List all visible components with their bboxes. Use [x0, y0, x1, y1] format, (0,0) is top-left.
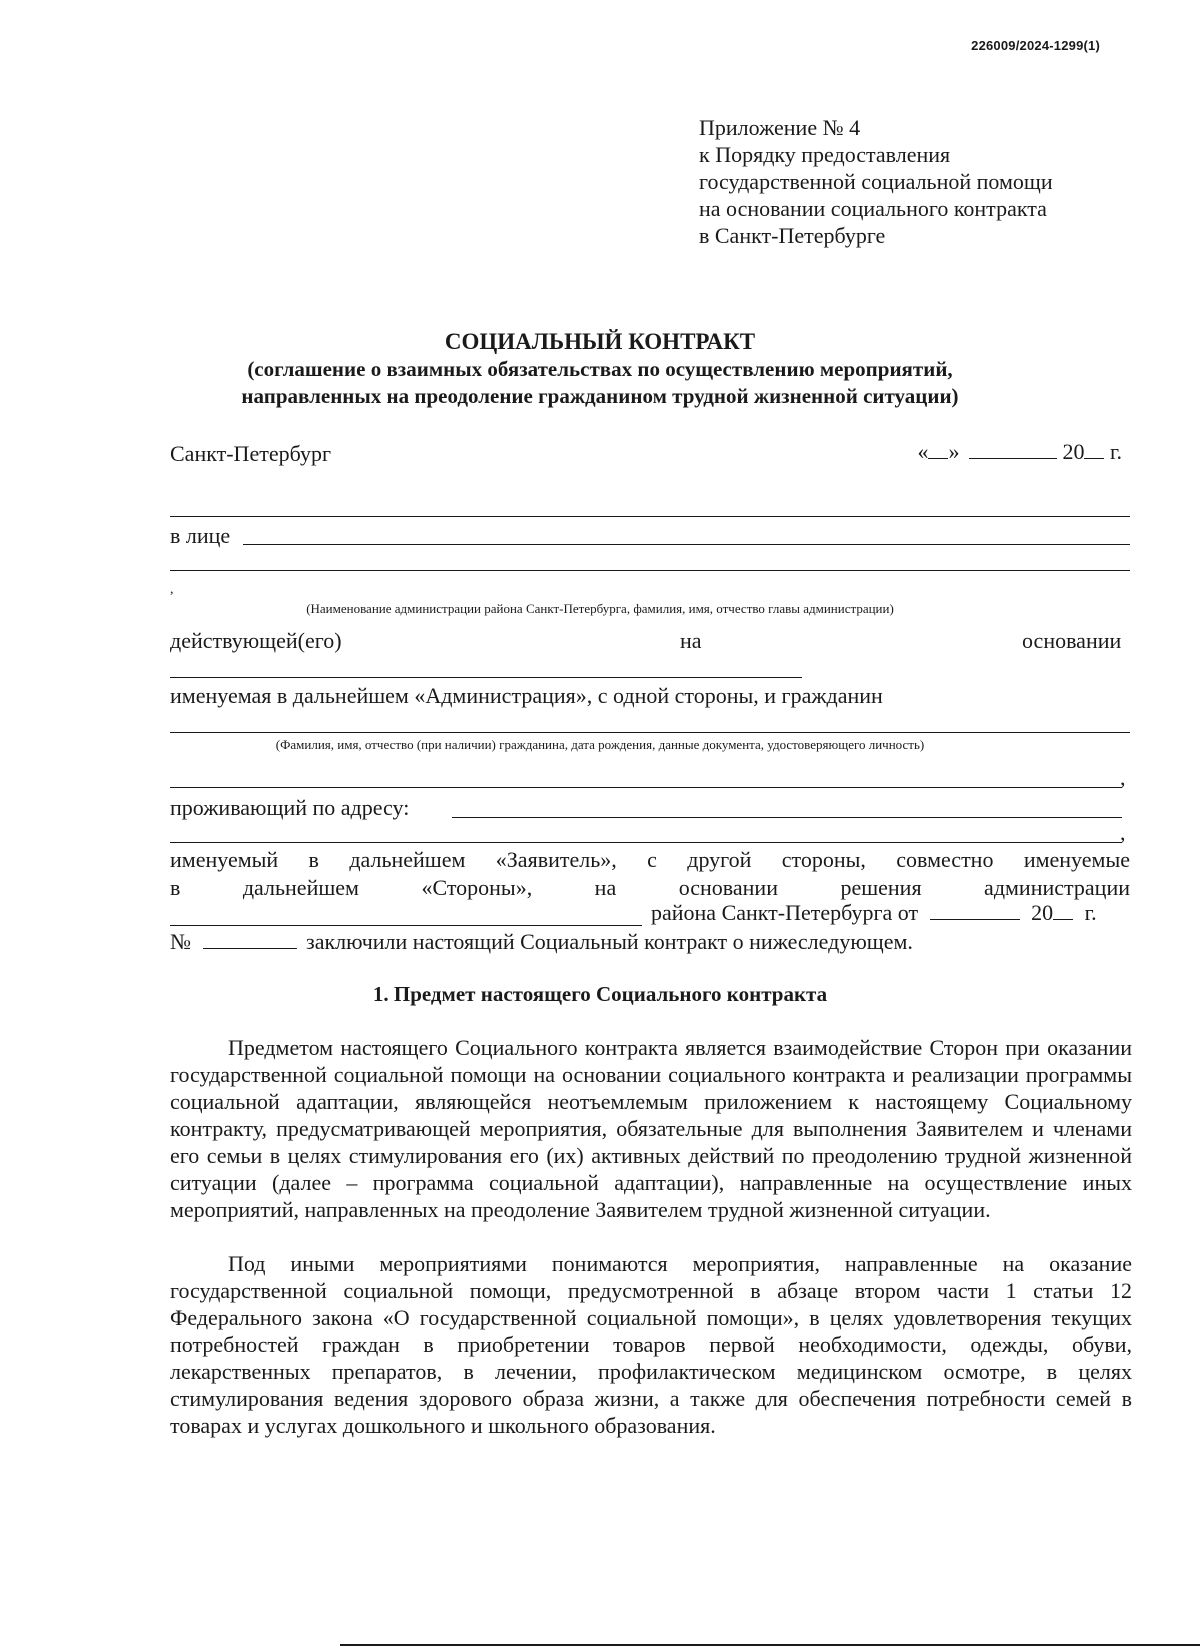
hereinafter-admin: именуемая в дальнейшем «Администрация», с одной стороны, и гражданин [170, 683, 883, 708]
hereinafter-applicant: именуемый в дальнейшем «Заявитель», с другой стороны, совместно именуемые [170, 847, 1130, 872]
year-blank[interactable] [1084, 438, 1104, 459]
month-blank[interactable] [969, 438, 1057, 459]
address-line-2[interactable] [170, 842, 1122, 843]
year-prefix: 20 [1062, 439, 1085, 464]
on-label: на [680, 628, 702, 653]
appendix-line: государственной социальной помощи [699, 169, 1053, 194]
date-close-quote: » [948, 439, 960, 464]
admin-caption: (Наименование администрации района Санкт-Петербурга, фамилия, имя, отчество главы администрации) [306, 601, 894, 616]
line-comma: , [1120, 765, 1126, 790]
basis-label: основании [1022, 628, 1122, 653]
acting-label: действующей(его) [170, 628, 342, 653]
appendix-note [699, 114, 1053, 249]
appendix-line: Приложение № 4 [699, 115, 861, 140]
appendix-line: к Порядку предоставления [699, 142, 951, 167]
admin-name-line-2[interactable] [243, 544, 1130, 545]
admin-name-line-3[interactable] [170, 570, 1130, 571]
number-row [170, 928, 913, 955]
citizen-data-line[interactable] [170, 787, 1122, 788]
appendix-line: в Санкт-Петербурге [699, 223, 886, 248]
concluded-text: заключили настоящий Социальный контракт о нижеследующем. [306, 929, 913, 954]
bottom-rule [340, 1644, 1200, 1646]
date-open-quote: « [917, 439, 929, 464]
citizen-caption: (Фамилия, имя, отчество (при наличии) гражданина, дата рождения, данные документа, удостоверяющего личность) [275, 737, 925, 752]
district-year-blank[interactable] [1053, 899, 1073, 920]
section-1-paragraph-2: Под иными мероприятиями понимаются мероприятия, направленные на оказание государственной социальной помощи, предусмотренной в абзаце втором части 1 статьи 12 Федерального закона «О государственной социальной помощи», в целях удовлетворения текущих потребностей граждан в приобретении товаров первой необходимости, одежды, обуви, лекарственных препаратов, в лечении, профилактическом медицинском осмотре, в целях стимулирования ведения здорового образа жизни, а также для обеспечения потребности семей в товарах и услугах дошкольного и школьного образования. [170, 1251, 1132, 1438]
number-blank[interactable] [203, 928, 297, 949]
parties-line: в дальнейшем «Стороны», на основании решения администрации [170, 875, 1130, 900]
district-text: района Санкт-Петербурга от [651, 900, 919, 925]
day-blank[interactable] [928, 438, 948, 459]
section-1-paragraph-1: Предметом настоящего Социального контракта является взаимодействие Сторон при оказании государственной социальной помощи на основании социального контракта и реализации программы социальной адаптации, являющейся неотъемлемым приложением к настоящему Социальному контракту, предусматривающей мероприятия, обязательные для выполнения Заявителем и членами его семьи в целях стимулирования его (их) активных действий по преодолению трудной жизненной ситуации (далее – программа социальной адаптации), направленные на осуществление иных мероприятий, направленных на преодоление Заявителем трудной жизненной ситуации. [170, 1035, 1132, 1222]
district-year-suffix: г. [1084, 900, 1097, 925]
district-label [651, 899, 1097, 926]
residing-label: проживающий по адресу: [170, 795, 410, 820]
admin-name-line-1[interactable] [170, 516, 1130, 517]
title-subtitle-2: направленных на преодоление гражданином трудной жизненной ситуации) [241, 384, 959, 408]
basis-line[interactable] [170, 677, 802, 678]
section-1-title: 1. Предмет настоящего Социального контракта [372, 982, 828, 1006]
district-name-line[interactable] [170, 925, 642, 926]
line-comma-2: , [1120, 820, 1126, 845]
date-field [917, 438, 1122, 465]
district-year: 20 [1031, 900, 1054, 925]
city-label: Санкт-Петербург [170, 441, 331, 466]
title-main: СОЦИАЛЬНЫЙ КОНТРАКТ [444, 329, 756, 354]
comma-mark: , [170, 582, 174, 597]
appendix-line: на основании социального контракта [699, 196, 1047, 221]
number-sign: № [170, 929, 191, 954]
year-suffix: г. [1109, 439, 1122, 464]
document-id: 226009/2024-1299(1) [971, 38, 1100, 53]
address-line-1[interactable] [452, 817, 1122, 818]
title-subtitle-1: (соглашение о взаимных обязательствах по осуществлению мероприятий, [247, 357, 953, 381]
citizen-name-line[interactable] [170, 732, 1130, 733]
document-title [0, 328, 1200, 410]
in-person-label: в лице [170, 523, 231, 548]
district-date-blank[interactable] [930, 899, 1020, 920]
